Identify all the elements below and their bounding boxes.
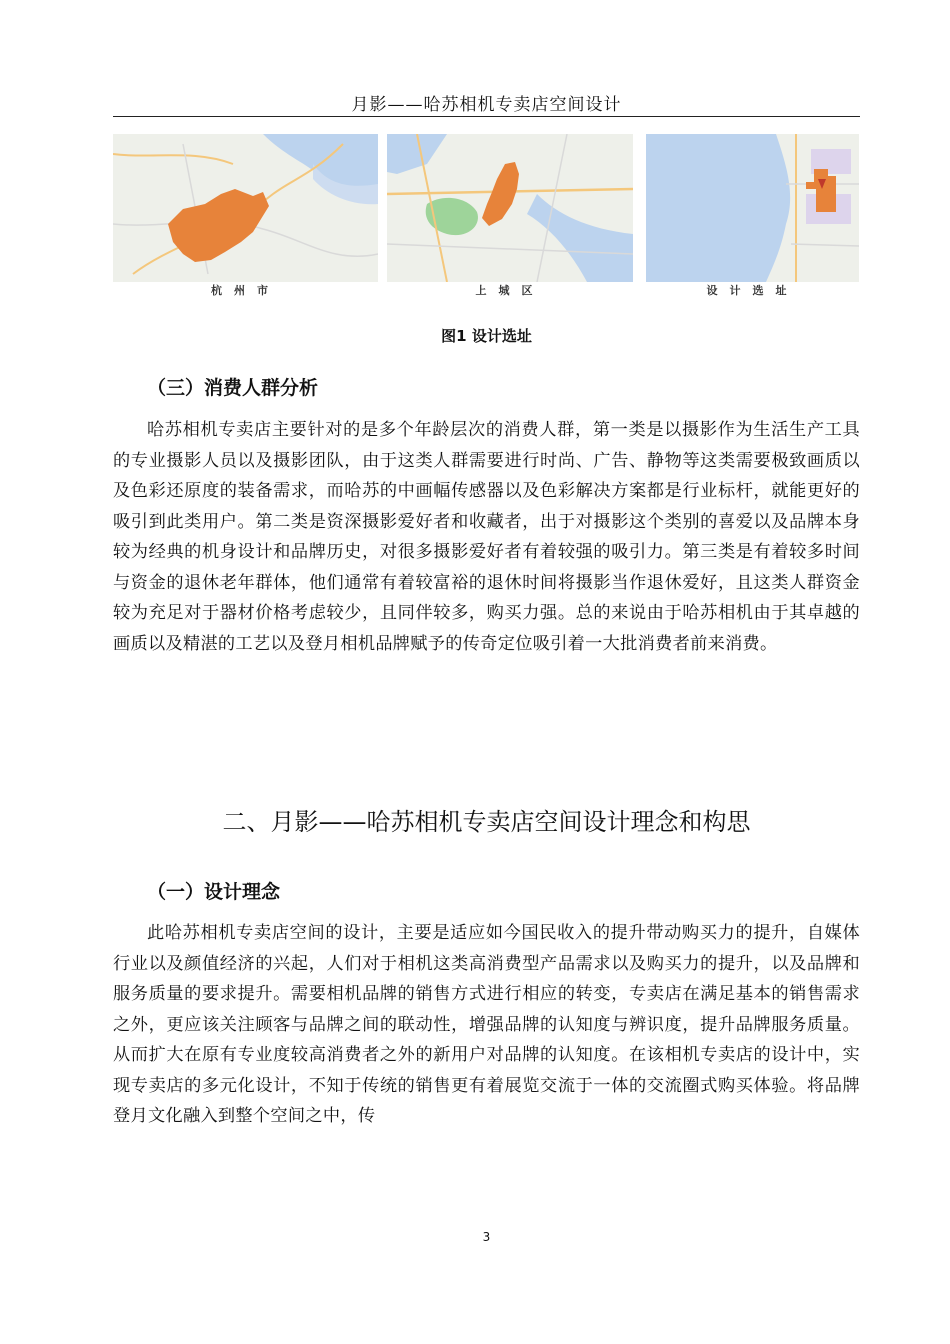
header-rule (113, 116, 860, 117)
section-heading-consumer: （三）消费人群分析 (147, 377, 319, 399)
chapter-heading: 二、月影——哈苏相机专卖店空间设计理念和构思 (222, 808, 751, 836)
paragraph-concept: 此哈苏相机专卖店空间的设计，主要是适应如今国民收入的提升带动购买力的提升，自媒体行业以及颜值经济的兴起，人们对于相机这类高消费型产品需求以及购买力的提升，以及品牌和服务质量的要求提升。需要相机品牌的销售方式进行相应的转变，专卖店在满足基本的销售需求之外，更应该关注顾客与品牌之间的联动性，增强品牌的认知度与辨识度，提升品牌服务质量。从而扩大在原有专业度较高消费者之外的新用户对品牌的认知度。在该相机专卖店的设计中，实现专卖店的多元化设计，不知于传统的销售更有着展览交流于一体的交流圈式购买体验。将品牌登月文化融入到整个空间之中，传 (113, 923, 860, 1126)
running-header: 月影——哈苏相机专卖店空间设计 (351, 95, 622, 115)
map-site (646, 134, 859, 282)
figure-caption: 图1 设计选址 (441, 327, 532, 345)
map-label-shangcheng: 上城区 (475, 284, 545, 297)
map-hangzhou (113, 134, 378, 282)
map-label-hangzhou: 杭州市 (211, 284, 280, 297)
page-number: 3 (482, 1230, 491, 1244)
paragraph-consumer: 哈苏相机专卖店主要针对的是多个年龄层次的消费人群，第一类是以摄影作为生活生产工具的专业摄影人员以及摄影团队，由于这类人群需要进行时尚、广告、静物等这类需要极致画质以及色彩还原度的装备需求，而哈苏的中画幅传感器以及色彩解决方案都是行业标杆，就能更好的吸引到此类用户。第二类是资深摄影爱好者和收藏者，出于对摄影这个类别的喜爱以及品牌本身较为经典的机身设计和品牌历史，对很多摄影爱好者有着较强的吸引力。第三类是有着较多时间与资金的退休老年群体，他们通常有着较富裕的退休时间将摄影当作退休爱好，且这类人群资金较为充足对于器材价格考虑较少，且同伴较多，购买力强。总的来说由于哈苏相机由于其卓越的画质以及精湛的工艺以及登月相机品牌赋予的传奇定位吸引着一大批消费者前来消费。 (113, 420, 860, 654)
map-shangcheng (387, 134, 633, 282)
map-label-site: 设计选址 (706, 284, 799, 297)
section-heading-concept: （一）设计理念 (147, 881, 281, 903)
